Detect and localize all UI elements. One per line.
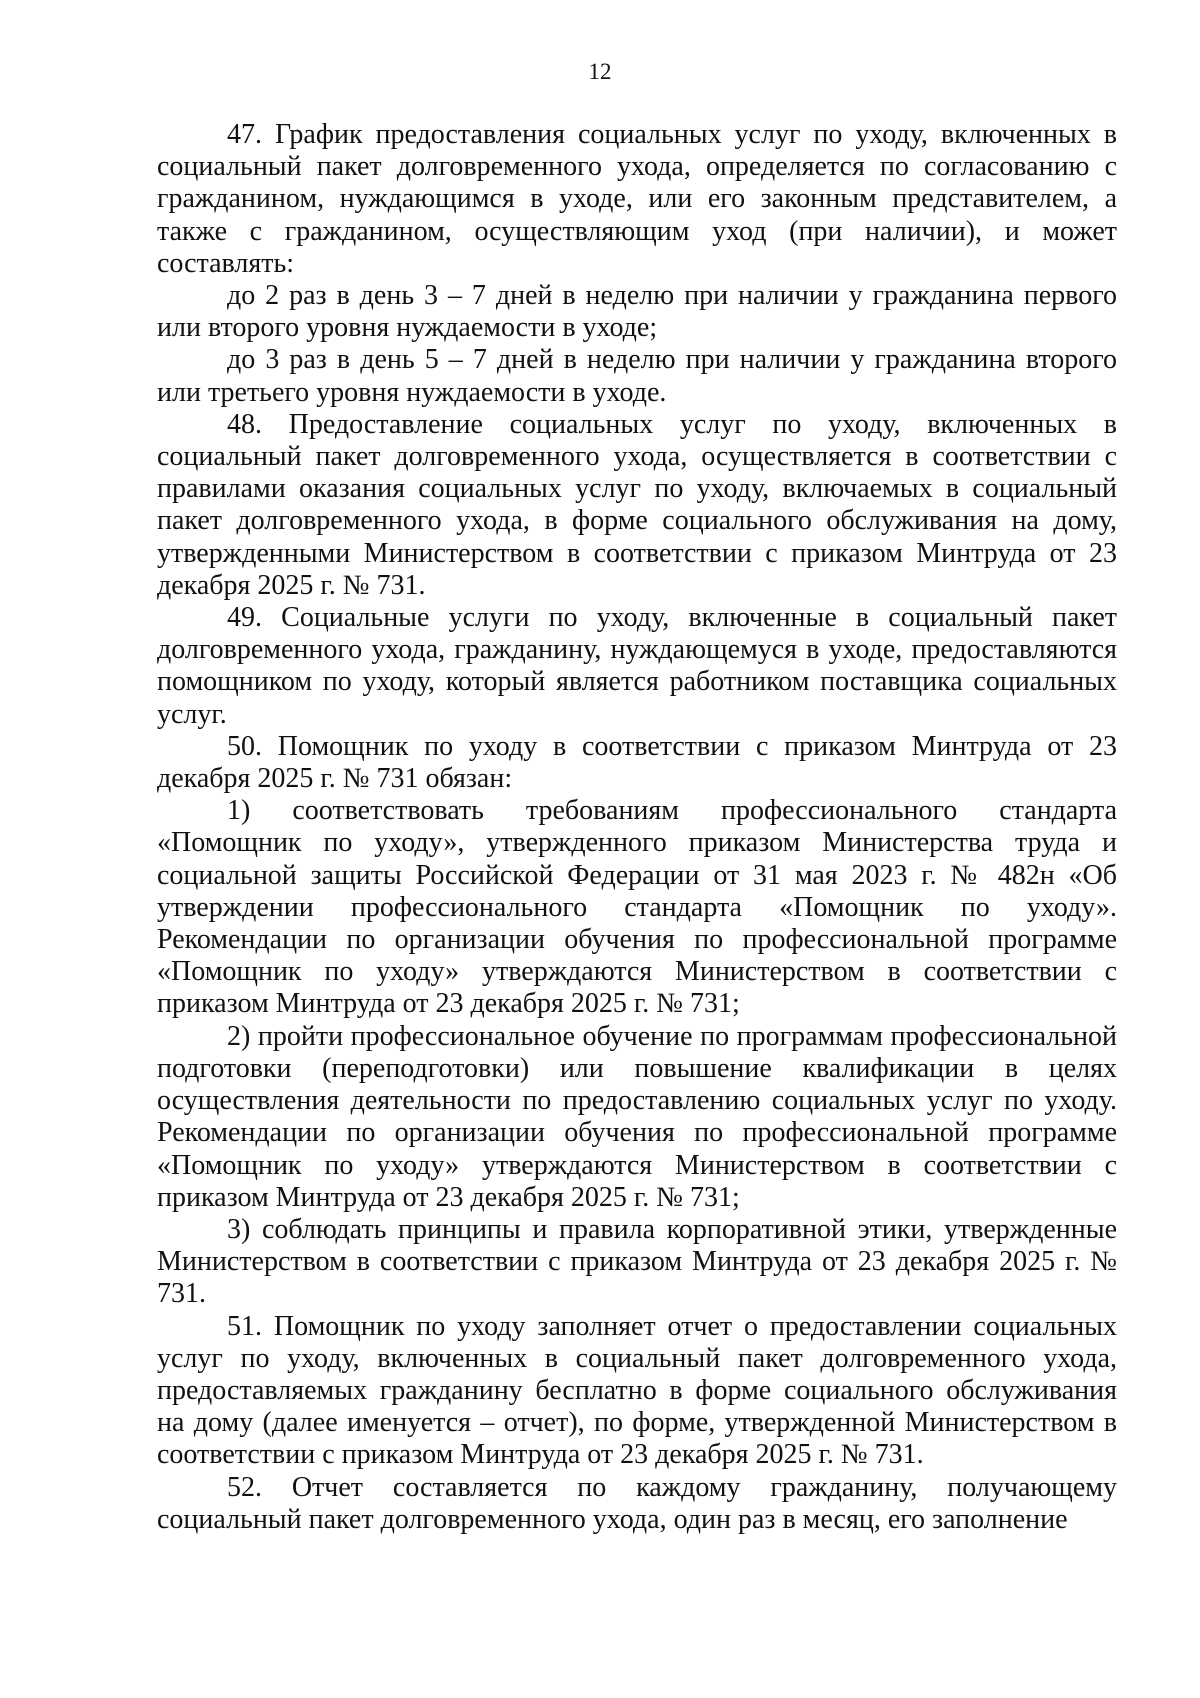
paragraph-50-item-2: 2) пройти профессиональное обучение по программам профессиональной подготовки (переподготовки) или повышение квалификации в целях осуществления деятельности по предоставлению социальных услуг по уходу. Рекомендации по организации обучения по профессиональной программе «Помощник по уходу» утверждаются Министерством в соответствии с приказом Минтруда от 23 декабря 2025 г. № 731; — [157, 1020, 1117, 1213]
paragraph-49: 49. Социальные услуги по уходу, включенные в социальный пакет долговременного ухода, гражданину, нуждающемуся в уходе, предоставляются помощником по уходу, который является работником поставщика социальных услуг. — [157, 602, 1117, 730]
paragraph-47: 47. График предоставления социальных услуг по уходу, включенных в социальный пакет долговременного ухода, определяется по согласованию с гражданином, нуждающимся в уходе, или его законным представителем, а также с гражданином, осуществляющим уход (при наличии), и может составлять: — [157, 119, 1117, 279]
page-number: 12 — [588, 59, 612, 84]
paragraph-51: 51. Помощник по уходу заполняет отчет о предоставлении социальных услуг по уходу, включенных в социальный пакет долговременного ухода, предоставляемых гражданину бесплатно в форме социального обслуживания на дому (далее именуется – отчет), по форме, утвержденной Министерством в соответствии с приказом Минтруда от 23 декабря 2025 г. № 731. — [157, 1310, 1117, 1471]
document-body — [157, 119, 1117, 1536]
paragraph-50-item-3: 3) соблюдать принципы и правила корпоративной этики, утвержденные Министерством в соответствии с приказом Минтруда от 23 декабря 2025 г. № 731. — [157, 1213, 1117, 1310]
paragraph-52: 52. Отчет составляется по каждому гражданину, получающему социальный пакет долговременного ухода, один раз в месяц, его заполнение — [157, 1471, 1117, 1535]
paragraph-47-item-1: до 2 раз в день 3 – 7 дней в неделю при наличии у гражданина первого или второго уровня нуждаемости в уходе; — [157, 280, 1117, 344]
paragraph-47-item-2: до 3 раз в день 5 – 7 дней в неделю при наличии у гражданина второго или третьего уровня нуждаемости в уходе. — [157, 344, 1117, 408]
paragraph-50: 50. Помощник по уходу в соответствии с приказом Минтруда от 23 декабря 2025 г. № 731 обязан: — [157, 730, 1117, 795]
paragraph-50-item-1: 1) соответствовать требованиям профессионального стандарта «Помощник по уходу», утвержденного приказом Министерства труда и социальной защиты Российской Федерации от 31 мая 2023 г. № 482н «Об утверждении профессионального стандарта «Помощник по уходу». Рекомендации по организации обучения по профессиональной программе «Помощник по уходу» утверждаются Министерством в соответствии с приказом Минтруда от 23 декабря 2025 г. № 731; — [157, 795, 1117, 1020]
paragraph-48: 48. Предоставление социальных услуг по уходу, включенных в социальный пакет долговременного ухода, осуществляется в соответствии с правилами оказания социальных услуг по уходу, включаемых в социальный пакет долговременного ухода, в форме социального обслуживания на дому, утвержденными Министерством в соответствии с приказом Минтруда от 23 декабря 2025 г. № 731. — [157, 408, 1117, 601]
